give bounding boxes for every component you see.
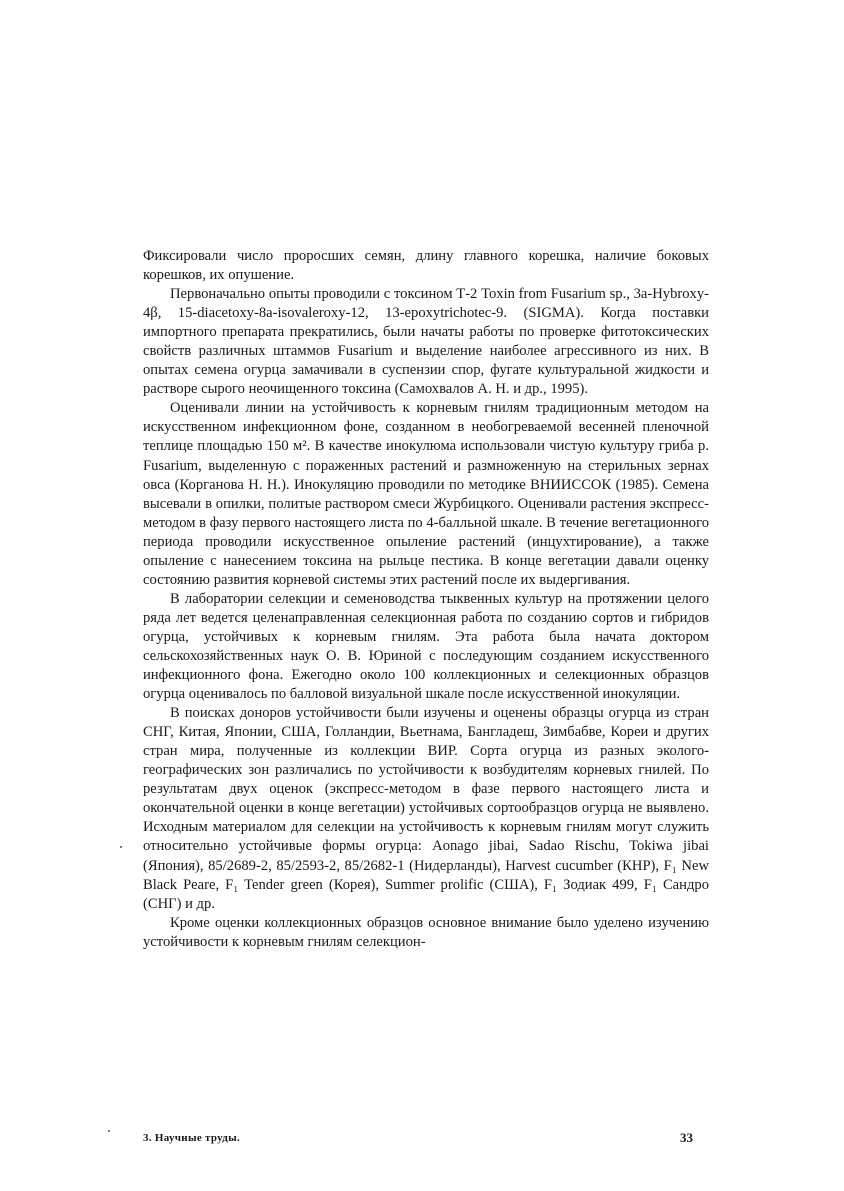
body-text xyxy=(143,247,709,952)
paragraph-4: В лаборатории селекции и семеноводства тыквенных культур на протяжении целого ряда лет ведется целенаправленная селекционная работа по созданию сортов и гибридов огурца, устойчивых к корневым гнилям. Эта работа была начата доктором сельскохозяйственных наук О. В. Юриной с последующим созданием искусственного инфекционного фона. Ежегодно около 100 коллекционных и селекционных образцов огурца оценивалось по балловой визуальной шкале после искусственной инокуляции. xyxy=(143,590,709,703)
paragraph-3: Оценивали линии на устойчивость к корневым гнилям традиционным методом на искусственном инфекционном фоне, созданном в необогреваемой весенней пленочной теплице площадью 150 м². В качестве инокулюма использовали чистую культуру гриба р. Fusarium, выделенную с пораженных растений и размноженную на стерильных зернах овса (Корганова Н. Н.). Инокуляцию проводили по методике ВНИИССОК (1985). Семена высевали в опилки, политые раствором смеси Журбицкого. Оценивали растения экспресс-методом в фазу первого настоящего листа по 4-балльной шкале. В течение вегетационного периода проводили искусственное опыление растений (инцухтирование), а также опыление с нанесением токсина на рыльце пестика. В конце вегетации давали оценку состоянию развития корневой системы этих растений после их выдергивания. xyxy=(143,400,709,588)
page-number: 33 xyxy=(680,1130,693,1145)
paragraph-2: Первоначально опыты проводили с токсином Т-2 Toxin from Fusarium sp., 3a-Hybroxy-4β, 15-diacetoxy-8a-isovaleroxy-12, 13-epoxytrichotec-9. (SIGMA). Когда поставки импортного препарата прекратились, были начаты работы по проверке фитотоксических свойств различных штаммов Fusarium и выделение наиболее агрессивного из них. В опытах семена огурца замачивали в суспензии спор, фугате культуральной жидкости и растворе сырого неочищенного токсина (Самохвалов А. Н. и др., 1995). xyxy=(143,286,709,398)
footer-signature: 3. Научные труды. xyxy=(143,1132,241,1144)
paragraph-1: Фиксировали число проросших семян, длину главного корешка, наличие боковых корешков, их опушение. xyxy=(143,248,709,284)
paragraph-5: В поисках доноров устойчивости были изучены и оценены образцы огурца из стран СНГ, Китая, Японии, США, Голландии, Вьетнама, Бангладеш, Зимбабве, Кореи и других стран мира, полученные из коллекции ВИР. Сорта огурца из разных эколого-географических зон различались по устойчивости к возбудителям корневых гнилей. По результатам двух оценок (экспресс-методом в фазе первого настоящего листа и окончательной оценки в конце вегетации) устойчивых сортообразцов огурца не выявлено. Исходным материалом для селекции на устойчивость к корневым гнилям могут служить относительно устойчивые формы огурца: Aonago jibai, Sadao Rischu, Tokiwa jibai (Япония), 85/2689-2, 85/2593-2, 85/2682-1 (Нидерланды), Harvest cucumber (КНР), F₁ New Black Peare, F₁ Tender green (Корея), Summer prolific (США), F₁ Зодиак 499, F₁ Сандро (СНГ) и др. xyxy=(143,705,709,912)
paragraph-6: Кроме оценки коллекционных образцов основное внимание было уделено изучению устойчивости к корневым гнилям селекцион- xyxy=(143,914,709,950)
scan-speck xyxy=(108,1130,110,1132)
scan-speck xyxy=(120,846,122,848)
